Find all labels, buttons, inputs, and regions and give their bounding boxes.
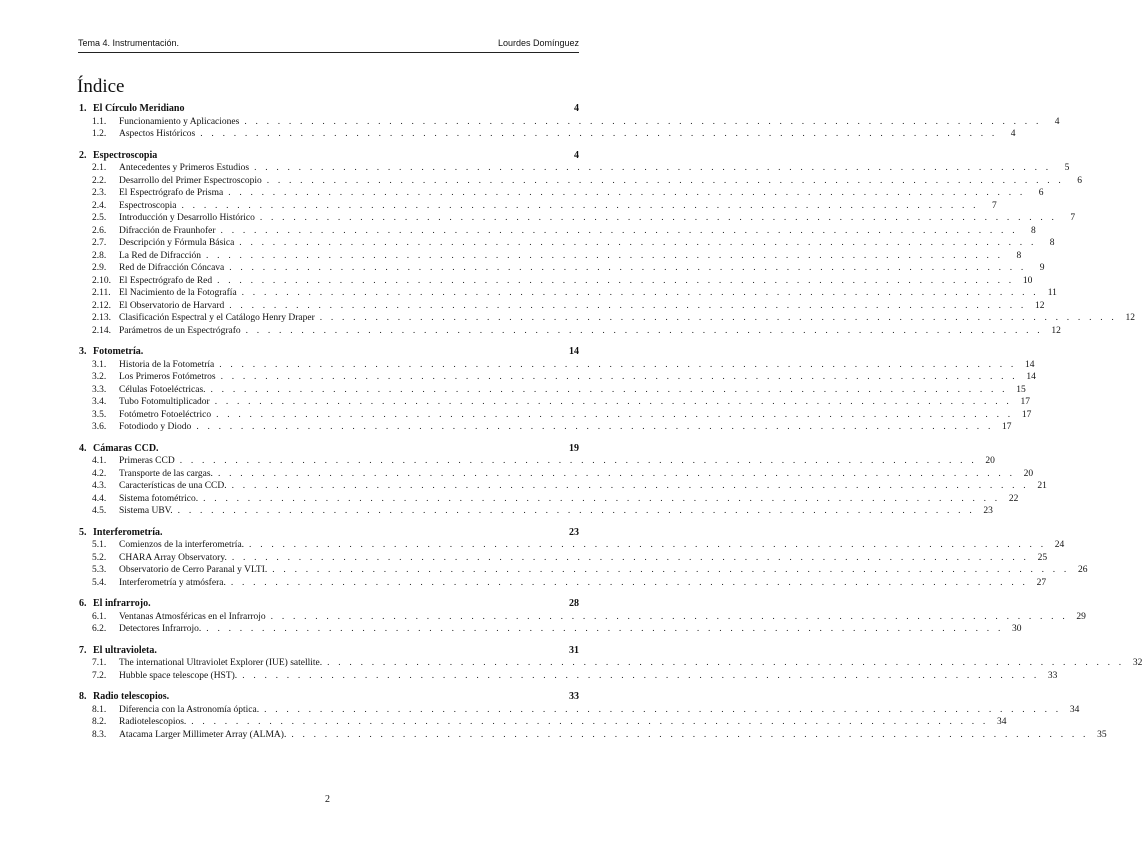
section-page-number[interactable]: 4 — [574, 149, 579, 161]
subsection-title[interactable]: Espectroscopia — [119, 200, 177, 211]
toc-subsection-entry[interactable] — [79, 468, 1034, 481]
subsection-number: 3.2. — [92, 372, 107, 382]
dot-leader: . . . . . . . . . . . . . . . . . . . . . . . . . . . . . . . . . . . . . . . . . . . . . . . . . . . . . . . . . . . . . . . . . . . . . . . . — [264, 704, 1062, 715]
toc-subsection-entry[interactable] — [79, 657, 1142, 670]
subsection-title[interactable]: Los Primeros Fotómetros — [119, 372, 216, 382]
toc-subsection-entry[interactable] — [79, 212, 1076, 225]
toc-section — [79, 346, 1036, 434]
subsection-title[interactable]: Tubo Fotomultiplicador — [119, 397, 210, 407]
section-title[interactable]: El ultravioleta. — [93, 644, 157, 656]
dot-leader: . . . . . . . . . . . . . . . . . . . . . . . . . . . . . . . . . . . . . . . . . . . . . . . . . . . . . . . . . . . . . . . . . . . . . . . . — [220, 225, 1018, 236]
subsection-page-number[interactable]: 5 — [1064, 163, 1070, 173]
toc-subsection-entry[interactable] — [79, 729, 1107, 742]
toc-subsection-entry[interactable] — [79, 623, 1022, 636]
subsection-title[interactable]: CHARA Array Observatory. — [119, 552, 227, 563]
subsection-number: 4.3. — [92, 481, 107, 491]
toc-section-entry[interactable] — [79, 103, 579, 116]
dot-leader: . . . . . . . . . . . . . . . . . . . . . . . . . . . . . . . . . . . . . . . . . . . . . . . . . . . . . . . . . . . . . . . . . . . . . . . . — [244, 116, 1042, 127]
toc-subsection-entry[interactable] — [79, 409, 1032, 422]
dot-leader: . . . . . . . . . . . . . . . . . . . . . . . . . . . . . . . . . . . . . . . . . . . . . . . . . . . . . . . . . . . . . . . . . . . . . . . . — [245, 325, 1043, 336]
subsection-page-number[interactable]: 34 — [997, 717, 1007, 727]
section-page-number[interactable]: 33 — [569, 691, 579, 702]
subsection-number: 2.10. — [92, 275, 111, 286]
dot-leader: . . . . . . . . . . . . . . . . . . . . . . . . . . . . . . . . . . . . . . . . . . . . . . . . . . . . . . . . . . . . . . . . . . . . . . . . — [249, 540, 1047, 550]
subsection-number: 2.11. — [92, 288, 111, 298]
toc-subsection-entry[interactable] — [79, 396, 1030, 409]
subsection-page-number[interactable]: 6 — [1038, 188, 1044, 198]
dot-leader: . . . . . . . . . . . . . . . . . . . . . . . . . . . . . . . . . . . . . . . . . . . . . . . . . . . . . . . . . . . . . . . . . . . . . . . . — [206, 250, 1004, 261]
subsection-title[interactable]: Características de una CCD. — [119, 481, 227, 491]
subsection-number: 3.1. — [92, 359, 107, 370]
subsection-number: 1.1. — [92, 116, 107, 127]
subsection-number: 3.5. — [92, 409, 107, 420]
toc-subsection-entry[interactable] — [79, 716, 1007, 729]
subsection-number: 2.9. — [92, 263, 107, 273]
section-number: 7. — [79, 644, 87, 656]
subsection-title[interactable]: Diferencia con la Astronomía óptica. — [119, 704, 260, 715]
dot-leader: . . . . . . . . . . . . . . . . . . . . . . . . . . . . . . . . . . . . . . . . . . . . . . . . . . . . . . . . . . . . . . . . . . . . . . . . — [177, 506, 975, 516]
toc-subsection-entry[interactable] — [79, 493, 1019, 506]
section-title[interactable]: El infrarrojo. — [93, 598, 151, 609]
dot-leader: . . . . . . . . . . . . . . . . . . . . . . . . . . . . . . . . . . . . . . . . . . . . . . . . . . . . . . . . . . . . . . . . . . . . . . . . — [181, 200, 979, 211]
subsection-number: 7.1. — [92, 658, 107, 668]
toc-subsection-entry[interactable] — [79, 116, 1060, 129]
subsection-page-number[interactable]: 34 — [1069, 704, 1080, 715]
subsection-title[interactable]: Sistema fotométrico. — [119, 493, 199, 504]
subsection-number: 1.2. — [92, 129, 107, 139]
dot-leader: . . . . . . . . . . . . . . . . . . . . . . . . . . . . . . . . . . . . . . . . . . . . . . . . . . . . . . . . . . . . . . . . . . . . . . . . — [266, 175, 1064, 186]
subsection-page-number[interactable]: 17 — [1002, 422, 1012, 432]
toc-subsection-entry[interactable] — [79, 704, 1080, 717]
toc-subsection-entry[interactable] — [79, 480, 1047, 493]
subsection-page-number[interactable]: 4 — [1054, 116, 1060, 127]
subsection-title[interactable]: Fotómetro Fotoeléctrico — [119, 409, 212, 420]
subsection-number: 2.2. — [92, 175, 107, 186]
toc-subsection-entry[interactable] — [79, 250, 1022, 263]
subsection-page-number[interactable]: 14 — [1024, 359, 1035, 370]
dot-leader: . . . . . . . . . . . . . . . . . . . . . . . . . . . . . . . . . . . . . . . . . . . . . . . . . . . . . . . . . . . . . . . . . . . . . . . . — [230, 577, 1029, 588]
section-title[interactable]: Interferometría. — [93, 526, 163, 538]
subsection-title[interactable]: Sistema UBV. — [119, 506, 173, 516]
toc-subsection-entry[interactable] — [79, 312, 1135, 325]
subsection-number: 4.4. — [92, 493, 107, 504]
dot-leader: . . . . . . . . . . . . . . . . . . . . . . . . . . . . . . . . . . . . . . . . . . . . . . . . . . . . . . . . . . . . . . . . . . . . . . . . — [254, 163, 1052, 173]
toc-subsection-entry[interactable] — [79, 287, 1057, 300]
subsection-number: 2.1. — [92, 163, 107, 173]
subsection-title[interactable]: Atacama Larger Millimeter Array (ALMA). — [119, 729, 287, 740]
section-number: 8. — [79, 691, 87, 702]
subsection-number: 3.6. — [92, 422, 107, 432]
dot-leader: . . . . . . . . . . . . . . . . . . . . . . . . . . . . . . . . . . . . . . . . . . . . . . . . . . . . . . . . . . . . . . . . . . . . . . . . — [327, 658, 1125, 668]
toc-subsection-entry[interactable] — [79, 187, 1044, 200]
dot-leader: . . . . . . . . . . . . . . . . . . . . . . . . . . . . . . . . . . . . . . . . . . . . . . . . . . . . . . . . . . . . . . . . . . . . . . . . — [270, 611, 1068, 622]
toc-section-entry[interactable] — [79, 645, 579, 658]
subsection-page-number[interactable]: 7 — [992, 200, 997, 211]
subsection-number: 5.4. — [92, 577, 107, 588]
subsection-page-number[interactable]: 22 — [1008, 493, 1019, 504]
subsection-page-number[interactable]: 32 — [1132, 658, 1142, 668]
dot-leader: . . . . . . . . . . . . . . . . . . . . . . . . . . . . . . . . . . . . . . . . . . . . . . . . . . . . . . . . . . . . . . . . . . . . . . . . — [242, 670, 1040, 681]
toc-subsection-entry[interactable] — [79, 552, 1048, 565]
section-page-number[interactable]: 4 — [574, 103, 579, 114]
dot-leader: . . . . . . . . . . . . . . . . . . . . . . . . . . . . . . . . . . . . . . . . . . . . . . . . . . . . . . . . . . . . . . . . . . . . . . . . — [216, 409, 1014, 420]
toc-subsection-entry[interactable] — [79, 421, 1012, 434]
subsection-number: 6.2. — [92, 624, 107, 634]
subsection-page-number[interactable]: 21 — [1037, 481, 1047, 491]
subsection-title[interactable]: El Espectrógrafo de Red — [119, 275, 213, 286]
subsection-number: 5.2. — [92, 552, 107, 563]
subsection-page-number[interactable]: 30 — [1012, 624, 1022, 634]
toc-subsection-entry[interactable] — [79, 162, 1070, 175]
dot-leader: . . . . . . . . . . . . . . . . . . . . . . . . . . . . . . . . . . . . . . . . . . . . . . . . . . . . . . . . . . . . . . . . . . . . . . . . — [229, 263, 1027, 273]
toc-subsection-entry[interactable] — [79, 539, 1065, 552]
section-title[interactable]: Radio telescopios. — [93, 691, 170, 702]
subsection-number: 5.1. — [92, 540, 107, 550]
subsection-title[interactable]: Parámetros de un Espectrógrafo — [119, 325, 241, 336]
subsection-title[interactable]: Red de Difracción Cóncava — [119, 263, 225, 273]
section-number: 6. — [79, 598, 87, 609]
dot-leader: . . . . . . . . . . . . . . . . . . . . . . . . . . . . . . . . . . . . . . . . . . . . . . . . . . . . . . . . . . . . . . . . . . . . . . . . — [229, 300, 1027, 311]
subsection-title[interactable]: Células Fotoeléctricas. — [119, 384, 206, 395]
dot-leader: . . . . . . . . . . . . . . . . . . . . . . . . . . . . . . . . . . . . . . . . . . . . . . . . . . . . . . . . . . . . . . . . . . . . . . . . — [241, 288, 1039, 298]
subsection-title[interactable]: Descripción y Fórmula Básica — [119, 238, 235, 248]
toc-subsection-entry[interactable] — [79, 225, 1036, 238]
subsection-page-number[interactable]: 20 — [985, 456, 995, 466]
dot-leader: . . . . . . . . . . . . . . . . . . . . . . . . . . . . . . . . . . . . . . . . . . . . . . . . . . . . . . . . . . . . . . . . . . . . . . . . — [259, 213, 1058, 223]
dot-leader: . . . . . . . . . . . . . . . . . . . . . . . . . . . . . . . . . . . . . . . . . . . . . . . . . . . . . . . . . . . . . . . . . . . . . . . . — [203, 493, 1001, 504]
subsection-number: 4.1. — [92, 456, 107, 466]
subsection-title[interactable]: Radiotelescopios. — [119, 717, 187, 727]
dot-leader: . . . . . . . . . . . . . . . . . . . . . . . . . . . . . . . . . . . . . . . . . . . . . . . . . . . . . . . . . . . . . . . . . . . . . . . . — [272, 565, 1070, 575]
toc-subsection-entry[interactable] — [79, 611, 1086, 624]
page-title: Índice — [77, 76, 125, 97]
subsection-page-number[interactable]: 17 — [1021, 409, 1032, 420]
dot-leader: . . . . . . . . . . . . . . . . . . . . . . . . . . . . . . . . . . . . . . . . . . . . . . . . . . . . . . . . . . . . . . . . . . . . . . . . — [219, 359, 1017, 370]
subsection-number: 6.1. — [92, 611, 107, 622]
subsection-title[interactable]: El Observatorio de Harvard — [119, 300, 225, 311]
subsection-page-number[interactable]: 12 — [1035, 300, 1045, 311]
toc-subsection-entry[interactable] — [79, 200, 997, 213]
dot-leader: . . . . . . . . . . . . . . . . . . . . . . . . . . . . . . . . . . . . . . . . . . . . . . . . . . . . . . . . . . . . . . . . . . . . . . . . — [217, 468, 1016, 479]
section-title[interactable]: Cámaras CCD. — [93, 442, 159, 454]
toc-subsection-entry[interactable] — [79, 384, 1026, 397]
subsection-title[interactable]: Observatorio de Cerro Paranal y VLTI. — [119, 565, 268, 575]
subsection-page-number[interactable]: 8 — [1016, 250, 1022, 261]
toc-subsection-entry[interactable] — [79, 300, 1045, 313]
subsection-number: 5.3. — [92, 565, 107, 575]
toc-subsection-entry[interactable] — [79, 359, 1035, 372]
toc-section — [79, 442, 1047, 518]
subsection-title[interactable]: Comienzos de la interferometría. — [119, 540, 245, 550]
subsection-title[interactable]: Difracción de Fraunhofer — [119, 225, 216, 236]
section-number: 1. — [79, 103, 87, 114]
subsection-title[interactable]: Aspectos Históricos — [119, 129, 196, 139]
subsection-title[interactable]: The international Ultraviolet Explorer (IUE) satellite. — [119, 658, 323, 668]
dot-leader: . . . . . . . . . . . . . . . . . . . . . . . . . . . . . . . . . . . . . . . . . . . . . . . . . . . . . . . . . . . . . . . . . . . . . . . . — [220, 372, 1018, 382]
subsection-page-number[interactable]: 25 — [1037, 552, 1048, 563]
subsection-title[interactable]: Clasificación Espectral y el Catálogo Henry Draper — [119, 313, 315, 323]
subsection-page-number[interactable]: 23 — [983, 506, 993, 516]
toc-subsection-entry[interactable] — [79, 128, 1016, 141]
subsection-title[interactable]: Introducción y Desarrollo Histórico — [119, 213, 255, 223]
section-number: 2. — [79, 149, 87, 161]
subsection-title[interactable]: Primeras CCD — [119, 456, 175, 466]
toc-section-entry[interactable] — [79, 527, 579, 540]
subsection-page-number[interactable]: 7 — [1070, 213, 1076, 223]
subsection-number: 2.14. — [92, 325, 111, 336]
subsection-number: 4.5. — [92, 506, 107, 516]
subsection-number: 8.2. — [92, 717, 107, 727]
header-left: Tema 4. Instrumentación. — [78, 38, 180, 48]
toc-subsection-entry[interactable] — [79, 564, 1088, 577]
dot-leader: . . . . . . . . . . . . . . . . . . . . . . . . . . . . . . . . . . . . . . . . . . . . . . . . . . . . . . . . . . . . . . . . . . . . . . . . — [214, 397, 1012, 407]
subsection-page-number[interactable]: 20 — [1023, 468, 1034, 479]
subsection-number: 2.13. — [92, 313, 111, 323]
page-number: 2 — [325, 794, 330, 805]
dot-leader: . . . . . . . . . . . . . . . . . . . . . . . . . . . . . . . . . . . . . . . . . . . . . . . . . . . . . . . . . . . . . . . . . . . . . . . . — [239, 238, 1037, 248]
running-header — [78, 38, 579, 53]
toc-subsection-entry[interactable] — [79, 175, 1082, 188]
subsection-number: 2.8. — [92, 250, 107, 261]
subsection-title[interactable]: Historia de la Fotometría — [119, 359, 215, 370]
subsection-page-number[interactable]: 24 — [1054, 540, 1065, 550]
toc-section-entry[interactable] — [79, 346, 579, 359]
subsection-number: 2.3. — [92, 188, 107, 198]
toc-section-entry[interactable] — [79, 598, 579, 611]
subsection-page-number[interactable]: 11 — [1047, 288, 1057, 298]
subsection-number: 2.12. — [92, 300, 111, 311]
toc-subsection-entry[interactable] — [79, 371, 1036, 384]
toc-section-entry[interactable] — [79, 691, 579, 704]
subsection-page-number[interactable]: 26 — [1078, 565, 1088, 575]
subsection-page-number[interactable]: 15 — [1016, 384, 1026, 395]
subsection-number: 8.3. — [92, 729, 107, 740]
dot-leader: . . . . . . . . . . . . . . . . . . . . . . . . . . . . . . . . . . . . . . . . . . . . . . . . . . . . . . . . . . . . . . . . . . . . . . . . — [291, 729, 1089, 740]
subsection-page-number[interactable]: 10 — [1022, 275, 1033, 286]
section-number: 4. — [79, 442, 87, 454]
header-right: Lourdes Domínguez — [497, 38, 579, 48]
toc-subsection-entry[interactable] — [79, 275, 1033, 288]
subsection-page-number[interactable]: 8 — [1049, 238, 1055, 248]
toc-subsection-entry[interactable] — [79, 455, 995, 468]
subsection-title[interactable]: El Nacimiento de la Fotografía — [119, 288, 237, 298]
subsection-page-number[interactable]: 33 — [1047, 670, 1058, 681]
toc-section — [79, 691, 1107, 741]
section-title[interactable]: Espectroscopia — [93, 149, 158, 161]
section-number: 5. — [79, 526, 87, 538]
toc-subsection-entry[interactable] — [79, 505, 993, 518]
subsection-number: 8.1. — [92, 704, 107, 715]
dot-leader: . . . . . . . . . . . . . . . . . . . . . . . . . . . . . . . . . . . . . . . . . . . . . . . . . . . . . . . . . . . . . . . . . . . . . . . . — [210, 384, 1008, 395]
subsection-page-number[interactable]: 12 — [1051, 325, 1061, 336]
toc-section — [79, 644, 1142, 683]
dot-leader: . . . . . . . . . . . . . . . . . . . . . . . . . . . . . . . . . . . . . . . . . . . . . . . . . . . . . . . . . . . . . . . . . . . . . . . . — [228, 188, 1026, 198]
section-page-number[interactable]: 23 — [569, 526, 579, 538]
toc-subsection-entry[interactable] — [79, 262, 1045, 275]
subsection-title[interactable]: El Espectrógrafo de Prisma — [119, 188, 224, 198]
section-number: 3. — [79, 346, 87, 357]
section-title[interactable]: El Círculo Meridiano — [93, 103, 185, 114]
subsection-page-number[interactable]: 9 — [1039, 263, 1045, 273]
subsection-page-number[interactable]: 6 — [1077, 175, 1082, 186]
section-page-number[interactable]: 28 — [569, 598, 579, 609]
section-page-number[interactable]: 14 — [569, 346, 579, 357]
section-title[interactable]: Fotometría. — [93, 346, 144, 357]
toc-subsection-entry[interactable] — [79, 670, 1058, 683]
subsection-title[interactable]: Desarrollo del Primer Espectroscopio — [119, 175, 262, 186]
dot-leader: . . . . . . . . . . . . . . . . . . . . . . . . . . . . . . . . . . . . . . . . . . . . . . . . . . . . . . . . . . . . . . . . . . . . . . . . — [231, 481, 1029, 491]
dot-leader: . . . . . . . . . . . . . . . . . . . . . . . . . . . . . . . . . . . . . . . . . . . . . . . . . . . . . . . . . . . . . . . . . . . . . . . . — [319, 313, 1117, 323]
subsection-page-number[interactable]: 17 — [1020, 397, 1030, 407]
subsection-page-number[interactable]: 29 — [1076, 611, 1086, 622]
toc-section-entry[interactable] — [79, 443, 579, 456]
subsection-number: 2.7. — [92, 238, 107, 248]
dot-leader: . . . . . . . . . . . . . . . . . . . . . . . . . . . . . . . . . . . . . . . . . . . . . . . . . . . . . . . . . . . . . . . . . . . . . . . . — [179, 456, 977, 466]
section-page-number[interactable]: 19 — [569, 442, 579, 454]
toc-section — [79, 598, 1086, 636]
subsection-title[interactable]: Interferometría y atmósfera. — [119, 577, 226, 588]
table-of-contents — [79, 103, 1142, 750]
subsection-number: 2.6. — [92, 225, 107, 236]
subsection-title[interactable]: La Red de Difracción — [119, 250, 202, 261]
subsection-number: 2.5. — [92, 213, 107, 223]
section-page-number[interactable]: 31 — [569, 644, 579, 656]
toc-subsection-entry[interactable] — [79, 325, 1061, 338]
subsection-page-number[interactable]: 12 — [1125, 313, 1135, 323]
dot-leader: . . . . . . . . . . . . . . . . . . . . . . . . . . . . . . . . . . . . . . . . . . . . . . . . . . . . . . . . . . . . . . . . . . . . . . . . — [231, 552, 1030, 563]
subsection-page-number[interactable]: 35 — [1097, 729, 1107, 740]
dot-leader: . . . . . . . . . . . . . . . . . . . . . . . . . . . . . . . . . . . . . . . . . . . . . . . . . . . . . . . . . . . . . . . . . . . . . . . . — [206, 624, 1004, 634]
toc-subsection-entry[interactable] — [79, 237, 1055, 250]
subsection-page-number[interactable]: 8 — [1031, 225, 1036, 236]
toc-section — [79, 526, 1088, 590]
dot-leader: . . . . . . . . . . . . . . . . . . . . . . . . . . . . . . . . . . . . . . . . . . . . . . . . . . . . . . . . . . . . . . . . . . . . . . . . — [217, 275, 1015, 286]
subsection-title[interactable]: Transporte de las cargas. — [119, 468, 213, 479]
dot-leader: . . . . . . . . . . . . . . . . . . . . . . . . . . . . . . . . . . . . . . . . . . . . . . . . . . . . . . . . . . . . . . . . . . . . . . . . — [196, 422, 994, 432]
subsection-number: 7.2. — [92, 670, 107, 681]
subsection-page-number[interactable]: 4 — [1010, 129, 1016, 139]
subsection-title[interactable]: Antecedentes y Primeros Estudios — [119, 163, 250, 173]
subsection-title[interactable]: Detectores Infrarrojo. — [119, 624, 202, 634]
subsection-number: 3.4. — [92, 397, 107, 407]
subsection-page-number[interactable]: 27 — [1036, 577, 1047, 588]
toc-section-entry[interactable] — [79, 150, 579, 163]
toc-section — [79, 149, 1135, 338]
dot-leader: . . . . . . . . . . . . . . . . . . . . . . . . . . . . . . . . . . . . . . . . . . . . . . . . . . . . . . . . . . . . . . . . . . . . . . . . — [191, 717, 989, 727]
subsection-title[interactable]: Funcionamiento y Aplicaciones — [119, 116, 240, 127]
subsection-title[interactable]: Fotodiodo y Diodo — [119, 422, 192, 432]
subsection-number: 3.3. — [92, 384, 107, 395]
subsection-title[interactable]: Hubble space telescope (HST). — [119, 670, 238, 681]
dot-leader: . . . . . . . . . . . . . . . . . . . . . . . . . . . . . . . . . . . . . . . . . . . . . . . . . . . . . . . . . . . . . . . . . . . . . . . . — [200, 129, 998, 139]
subsection-title[interactable]: Ventanas Atmosféricas en el Infrarrojo — [119, 611, 266, 622]
toc-section — [79, 103, 1060, 141]
subsection-number: 4.2. — [92, 468, 107, 479]
subsection-page-number[interactable]: 14 — [1026, 372, 1036, 382]
subsection-number: 2.4. — [92, 200, 107, 211]
toc-subsection-entry[interactable] — [79, 577, 1047, 590]
